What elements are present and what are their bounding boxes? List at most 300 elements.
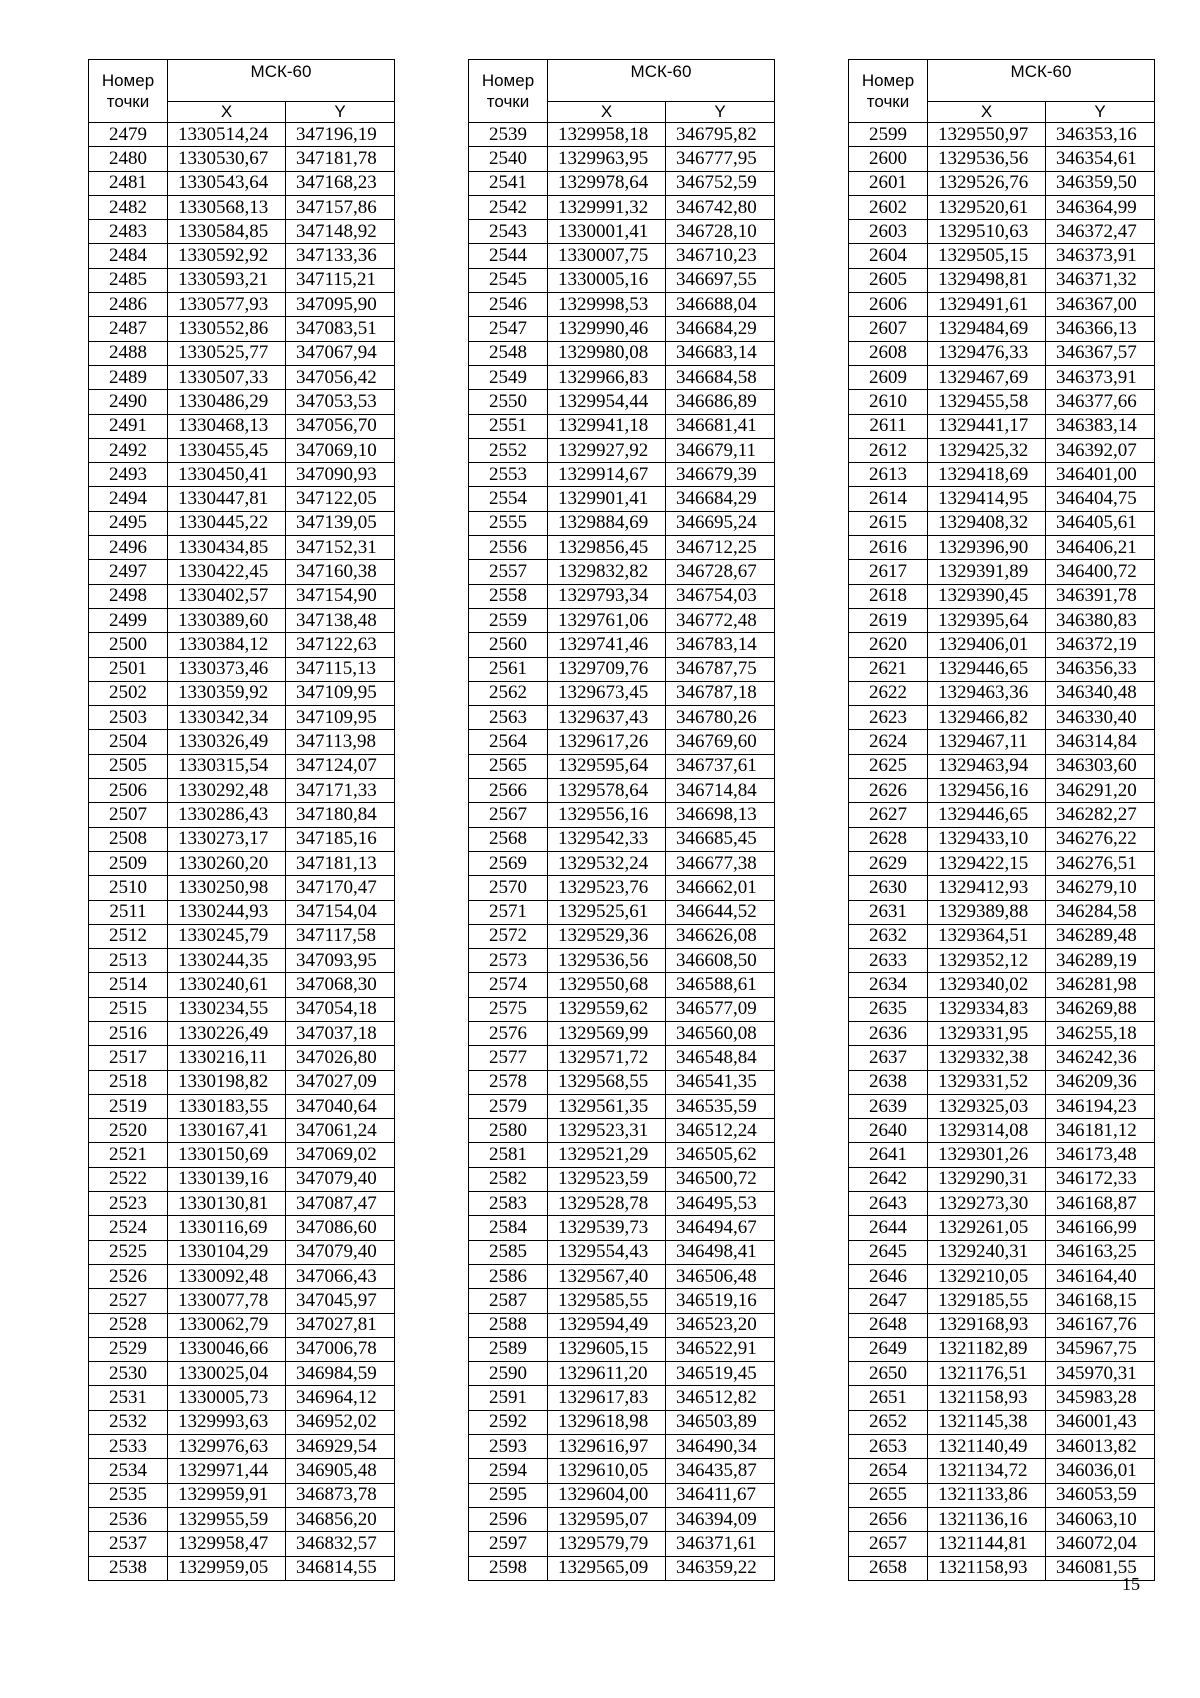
y-coordinate: 347056,70 — [286, 414, 395, 438]
y-coordinate: 346173,48 — [1046, 1143, 1155, 1167]
x-coordinate: 1329901,41 — [548, 487, 666, 511]
point-number: 2634 — [849, 973, 928, 997]
y-coordinate: 346684,29 — [666, 317, 775, 341]
point-number: 2508 — [89, 827, 168, 851]
x-coordinate: 1330455,45 — [168, 438, 286, 462]
table-row — [89, 244, 395, 268]
table-row — [469, 876, 775, 900]
y-coordinate: 346626,08 — [666, 924, 775, 948]
x-coordinate: 1330584,85 — [168, 220, 286, 244]
x-column-header: X — [928, 102, 1046, 123]
x-coordinate: 1330552,86 — [168, 317, 286, 341]
point-number: 2640 — [849, 1119, 928, 1143]
x-coordinate: 1330315,54 — [168, 754, 286, 778]
point-number: 2531 — [89, 1386, 168, 1410]
x-coordinate: 1330046,66 — [168, 1337, 286, 1361]
y-coordinate: 346787,75 — [666, 657, 775, 681]
table-row — [849, 1240, 1155, 1264]
table-row — [849, 365, 1155, 389]
x-coordinate: 1330450,41 — [168, 463, 286, 487]
y-coordinate: 347180,84 — [286, 803, 395, 827]
x-coordinate: 1329528,78 — [548, 1192, 666, 1216]
coordinate-table-1 — [88, 59, 395, 1581]
y-coordinate: 345967,75 — [1046, 1337, 1155, 1361]
x-coordinate: 1329396,90 — [928, 536, 1046, 560]
x-coordinate: 1330226,49 — [168, 1021, 286, 1045]
point-number: 2543 — [469, 220, 548, 244]
point-number: 2613 — [849, 463, 928, 487]
table-row — [89, 1070, 395, 1094]
y-coordinate: 346644,52 — [666, 900, 775, 924]
y-coordinate: 346400,72 — [1046, 560, 1155, 584]
point-number: 2528 — [89, 1313, 168, 1337]
y-coordinate: 346282,27 — [1046, 803, 1155, 827]
y-coordinate: 346359,50 — [1046, 171, 1155, 195]
x-coordinate: 1329334,83 — [928, 997, 1046, 1021]
table-row — [469, 1362, 775, 1386]
y-coordinate: 347117,58 — [286, 924, 395, 948]
table-row — [849, 1362, 1155, 1386]
point-number: 2633 — [849, 949, 928, 973]
point-number: 2553 — [469, 463, 548, 487]
table-row — [89, 584, 395, 608]
point-number: 2622 — [849, 681, 928, 705]
table-row — [469, 1240, 775, 1264]
table-row — [469, 1216, 775, 1240]
table-row — [849, 195, 1155, 219]
point-number: 2629 — [849, 851, 928, 875]
table-row — [469, 1143, 775, 1167]
point-number: 2520 — [89, 1119, 168, 1143]
x-coordinate: 1330250,98 — [168, 876, 286, 900]
point-number: 2586 — [469, 1264, 548, 1288]
point-number: 2615 — [849, 511, 928, 535]
table-row — [849, 851, 1155, 875]
point-number: 2492 — [89, 438, 168, 462]
x-coordinate: 1330434,85 — [168, 536, 286, 560]
y-coordinate: 346728,10 — [666, 220, 775, 244]
y-coordinate: 346684,58 — [666, 365, 775, 389]
table-row — [469, 754, 775, 778]
point-number: 2494 — [89, 487, 168, 511]
y-coordinate: 346291,20 — [1046, 779, 1155, 803]
table-row — [469, 1119, 775, 1143]
table-row — [89, 681, 395, 705]
x-coordinate: 1329595,07 — [548, 1507, 666, 1531]
x-coordinate: 1329616,97 — [548, 1435, 666, 1459]
y-coordinate: 346728,67 — [666, 560, 775, 584]
table-row — [469, 438, 775, 462]
table-row — [849, 1167, 1155, 1191]
y-coordinate: 346688,04 — [666, 293, 775, 317]
y-coordinate: 346081,55 — [1046, 1556, 1155, 1580]
y-coordinate: 346284,58 — [1046, 900, 1155, 924]
point-number: 2596 — [469, 1507, 548, 1531]
y-coordinate: 346168,15 — [1046, 1289, 1155, 1313]
point-number: 2632 — [849, 924, 928, 948]
table-row — [849, 1070, 1155, 1094]
point-number: 2652 — [849, 1410, 928, 1434]
y-coordinate: 346255,18 — [1046, 1021, 1155, 1045]
point-number: 2625 — [849, 754, 928, 778]
table-row — [469, 900, 775, 924]
point-number: 2499 — [89, 608, 168, 632]
table-row — [89, 1362, 395, 1386]
x-coordinate: 1329476,33 — [928, 341, 1046, 365]
y-coordinate: 346168,87 — [1046, 1192, 1155, 1216]
point-number: 2637 — [849, 1046, 928, 1070]
table-row — [849, 1556, 1155, 1580]
table-row — [469, 1459, 775, 1483]
x-coordinate: 1329325,03 — [928, 1094, 1046, 1118]
point-number-header: Номер точки — [849, 60, 928, 123]
point-number: 2513 — [89, 949, 168, 973]
point-number: 2484 — [89, 244, 168, 268]
x-coordinate: 1329536,56 — [548, 949, 666, 973]
x-coordinate: 1329569,99 — [548, 1021, 666, 1045]
table-row — [849, 1337, 1155, 1361]
table-row — [849, 1483, 1155, 1507]
y-coordinate: 346036,01 — [1046, 1459, 1155, 1483]
x-coordinate: 1329314,08 — [928, 1119, 1046, 1143]
point-number: 2582 — [469, 1167, 548, 1191]
table-row — [89, 851, 395, 875]
x-coordinate: 1329521,29 — [548, 1143, 666, 1167]
y-coordinate: 346677,38 — [666, 851, 775, 875]
y-coordinate: 346679,39 — [666, 463, 775, 487]
x-coordinate: 1329618,98 — [548, 1410, 666, 1434]
x-coordinate: 1329536,56 — [928, 147, 1046, 171]
x-coordinate: 1329539,73 — [548, 1216, 666, 1240]
y-coordinate: 346503,89 — [666, 1410, 775, 1434]
x-coordinate: 1329332,38 — [928, 1046, 1046, 1070]
x-coordinate: 1329456,16 — [928, 779, 1046, 803]
table-row — [849, 876, 1155, 900]
x-coordinate: 1329594,49 — [548, 1313, 666, 1337]
x-coordinate: 1329433,10 — [928, 827, 1046, 851]
x-coordinate: 1329637,43 — [548, 706, 666, 730]
x-coordinate: 1330273,17 — [168, 827, 286, 851]
x-coordinate: 1329991,32 — [548, 195, 666, 219]
point-number: 2567 — [469, 803, 548, 827]
point-number: 2535 — [89, 1483, 168, 1507]
y-coordinate: 347040,64 — [286, 1094, 395, 1118]
point-number: 2545 — [469, 268, 548, 292]
point-number: 2601 — [849, 171, 928, 195]
point-number: 2554 — [469, 487, 548, 511]
y-coordinate: 347026,80 — [286, 1046, 395, 1070]
table-row — [89, 803, 395, 827]
x-coordinate: 1330139,16 — [168, 1167, 286, 1191]
table-row — [849, 560, 1155, 584]
y-coordinate: 346519,16 — [666, 1289, 775, 1313]
table-row — [89, 487, 395, 511]
table-row — [89, 754, 395, 778]
y-column-header: Y — [1046, 102, 1155, 123]
point-number: 2569 — [469, 851, 548, 875]
y-coordinate: 346435,87 — [666, 1459, 775, 1483]
table-row — [89, 147, 395, 171]
y-coordinate: 346276,51 — [1046, 851, 1155, 875]
x-coordinate: 1330216,11 — [168, 1046, 286, 1070]
point-number: 2496 — [89, 536, 168, 560]
point-number: 2614 — [849, 487, 928, 511]
x-coordinate: 1329390,45 — [928, 584, 1046, 608]
x-coordinate: 1330005,73 — [168, 1386, 286, 1410]
y-coordinate: 346373,91 — [1046, 244, 1155, 268]
point-number: 2489 — [89, 365, 168, 389]
point-number: 2527 — [89, 1289, 168, 1313]
table-row — [89, 1289, 395, 1313]
table-row — [89, 1435, 395, 1459]
y-coordinate: 347053,53 — [286, 390, 395, 414]
x-coordinate: 1330468,13 — [168, 414, 286, 438]
table-row — [469, 317, 775, 341]
x-coordinate: 1329980,08 — [548, 341, 666, 365]
x-coordinate: 1329709,76 — [548, 657, 666, 681]
table-row — [469, 1070, 775, 1094]
point-number: 2534 — [89, 1459, 168, 1483]
point-number: 2657 — [849, 1532, 928, 1556]
point-number: 2556 — [469, 536, 548, 560]
x-coordinate: 1329561,35 — [548, 1094, 666, 1118]
point-number: 2523 — [89, 1192, 168, 1216]
y-coordinate: 346737,61 — [666, 754, 775, 778]
x-coordinate: 1330486,29 — [168, 390, 286, 414]
table-row — [849, 949, 1155, 973]
y-coordinate: 346685,45 — [666, 827, 775, 851]
x-coordinate: 1330359,92 — [168, 681, 286, 705]
x-coordinate: 1329673,45 — [548, 681, 666, 705]
point-number: 2603 — [849, 220, 928, 244]
y-coordinate: 346166,99 — [1046, 1216, 1155, 1240]
table-row — [469, 487, 775, 511]
x-coordinate: 1329467,11 — [928, 730, 1046, 754]
y-coordinate: 346209,36 — [1046, 1070, 1155, 1094]
point-number: 2521 — [89, 1143, 168, 1167]
table-row — [849, 487, 1155, 511]
x-coordinate: 1321144,81 — [928, 1532, 1046, 1556]
x-coordinate: 1330150,69 — [168, 1143, 286, 1167]
y-coordinate: 347124,07 — [286, 754, 395, 778]
point-number: 2493 — [89, 463, 168, 487]
point-number: 2605 — [849, 268, 928, 292]
y-coordinate: 346698,13 — [666, 803, 775, 827]
y-coordinate: 346577,09 — [666, 997, 775, 1021]
point-number: 2529 — [89, 1337, 168, 1361]
table-row — [89, 1046, 395, 1070]
point-number: 2594 — [469, 1459, 548, 1483]
point-number: 2481 — [89, 171, 168, 195]
x-coordinate: 1329463,94 — [928, 754, 1046, 778]
point-number: 2551 — [469, 414, 548, 438]
table-row — [469, 390, 775, 414]
y-coordinate: 346683,14 — [666, 341, 775, 365]
table-row — [849, 536, 1155, 560]
y-coordinate: 346330,40 — [1046, 706, 1155, 730]
table-row — [89, 1313, 395, 1337]
point-number: 2488 — [89, 341, 168, 365]
table-row — [469, 657, 775, 681]
x-coordinate: 1329550,68 — [548, 973, 666, 997]
x-coordinate: 1329568,55 — [548, 1070, 666, 1094]
x-coordinate: 1329412,93 — [928, 876, 1046, 900]
point-number: 2510 — [89, 876, 168, 900]
point-number: 2619 — [849, 608, 928, 632]
y-coordinate: 347079,40 — [286, 1167, 395, 1191]
x-coordinate: 1329567,40 — [548, 1264, 666, 1288]
x-coordinate: 1329611,20 — [548, 1362, 666, 1386]
x-coordinate: 1330447,81 — [168, 487, 286, 511]
point-number: 2524 — [89, 1216, 168, 1240]
point-number: 2548 — [469, 341, 548, 365]
x-coordinate: 1329389,88 — [928, 900, 1046, 924]
y-coordinate: 347095,90 — [286, 293, 395, 317]
table-row — [849, 900, 1155, 924]
y-coordinate: 346710,23 — [666, 244, 775, 268]
point-number: 2641 — [849, 1143, 928, 1167]
point-number: 2546 — [469, 293, 548, 317]
y-coordinate: 346164,40 — [1046, 1264, 1155, 1288]
point-number: 2604 — [849, 244, 928, 268]
point-number: 2593 — [469, 1435, 548, 1459]
table-row — [849, 1410, 1155, 1434]
table-row — [89, 706, 395, 730]
x-coordinate: 1329610,05 — [548, 1459, 666, 1483]
point-number: 2653 — [849, 1435, 928, 1459]
y-coordinate: 346984,59 — [286, 1362, 395, 1386]
y-coordinate: 346754,03 — [666, 584, 775, 608]
table-row — [89, 414, 395, 438]
y-coordinate: 346832,57 — [286, 1532, 395, 1556]
y-coordinate: 346364,99 — [1046, 195, 1155, 219]
table-row — [89, 1167, 395, 1191]
y-coordinate: 346373,91 — [1046, 365, 1155, 389]
y-coordinate: 346588,61 — [666, 973, 775, 997]
point-number: 2655 — [849, 1483, 928, 1507]
point-number: 2591 — [469, 1386, 548, 1410]
y-coordinate: 346952,02 — [286, 1410, 395, 1434]
table-row — [469, 584, 775, 608]
x-coordinate: 1329529,36 — [548, 924, 666, 948]
table-row — [849, 827, 1155, 851]
y-coordinate: 346371,61 — [666, 1532, 775, 1556]
y-coordinate: 346506,48 — [666, 1264, 775, 1288]
y-coordinate: 346560,08 — [666, 1021, 775, 1045]
point-number: 2595 — [469, 1483, 548, 1507]
y-coordinate: 346684,29 — [666, 487, 775, 511]
table-row — [469, 730, 775, 754]
point-number: 2560 — [469, 633, 548, 657]
point-number: 2540 — [469, 147, 548, 171]
table-row — [469, 511, 775, 535]
point-number: 2557 — [469, 560, 548, 584]
x-coordinate: 1329455,58 — [928, 390, 1046, 414]
y-coordinate: 346929,54 — [286, 1435, 395, 1459]
y-coordinate: 346194,23 — [1046, 1094, 1155, 1118]
y-coordinate: 346608,50 — [666, 949, 775, 973]
y-column-header: Y — [286, 102, 395, 123]
y-coordinate: 346276,22 — [1046, 827, 1155, 851]
y-coordinate: 346742,80 — [666, 195, 775, 219]
table-row — [469, 1507, 775, 1531]
point-number: 2628 — [849, 827, 928, 851]
point-number: 2647 — [849, 1289, 928, 1313]
x-coordinate: 1330592,92 — [168, 244, 286, 268]
x-coordinate: 1329585,55 — [548, 1289, 666, 1313]
table-row — [89, 949, 395, 973]
x-coordinate: 1329290,31 — [928, 1167, 1046, 1191]
table-row — [849, 147, 1155, 171]
y-coordinate: 347027,09 — [286, 1070, 395, 1094]
point-number: 2654 — [849, 1459, 928, 1483]
table-row — [849, 293, 1155, 317]
y-coordinate: 346777,95 — [666, 147, 775, 171]
y-coordinate: 347109,95 — [286, 706, 395, 730]
table-row — [89, 293, 395, 317]
point-number: 2561 — [469, 657, 548, 681]
point-number: 2517 — [89, 1046, 168, 1070]
x-coordinate: 1330389,60 — [168, 608, 286, 632]
point-number: 2581 — [469, 1143, 548, 1167]
y-coordinate: 347006,78 — [286, 1337, 395, 1361]
crs-header: МСК-60 — [168, 60, 395, 102]
table-row — [89, 1459, 395, 1483]
y-column-header: Y — [666, 102, 775, 123]
y-coordinate: 347113,98 — [286, 730, 395, 754]
y-coordinate: 346172,33 — [1046, 1167, 1155, 1191]
point-number: 2580 — [469, 1119, 548, 1143]
y-coordinate: 347093,95 — [286, 949, 395, 973]
point-number: 2538 — [89, 1556, 168, 1580]
point-number: 2566 — [469, 779, 548, 803]
x-coordinate: 1330402,57 — [168, 584, 286, 608]
table-row — [89, 341, 395, 365]
y-coordinate: 346269,88 — [1046, 997, 1155, 1021]
x-coordinate: 1329523,76 — [548, 876, 666, 900]
point-number: 2559 — [469, 608, 548, 632]
y-coordinate: 347152,31 — [286, 536, 395, 560]
x-coordinate: 1330507,33 — [168, 365, 286, 389]
x-coordinate: 1330593,21 — [168, 268, 286, 292]
y-coordinate: 346394,09 — [666, 1507, 775, 1531]
table-row — [469, 536, 775, 560]
x-coordinate: 1330384,12 — [168, 633, 286, 657]
point-number: 2532 — [89, 1410, 168, 1434]
point-number: 2502 — [89, 681, 168, 705]
point-number: 2583 — [469, 1192, 548, 1216]
x-coordinate: 1330007,75 — [548, 244, 666, 268]
y-coordinate: 346353,16 — [1046, 123, 1155, 147]
y-coordinate: 347181,13 — [286, 851, 395, 875]
point-number: 2501 — [89, 657, 168, 681]
crs-header: МСК-60 — [548, 60, 775, 102]
point-number: 2584 — [469, 1216, 548, 1240]
point-number: 2507 — [89, 803, 168, 827]
x-coordinate: 1330001,41 — [548, 220, 666, 244]
point-number: 2537 — [89, 1532, 168, 1556]
x-coordinate: 1330104,29 — [168, 1240, 286, 1264]
point-number: 2610 — [849, 390, 928, 414]
point-number: 2550 — [469, 390, 548, 414]
y-coordinate: 347079,40 — [286, 1240, 395, 1264]
x-coordinate: 1329959,05 — [168, 1556, 286, 1580]
y-coordinate: 346695,24 — [666, 511, 775, 535]
y-coordinate: 346752,59 — [666, 171, 775, 195]
table-row — [469, 1046, 775, 1070]
x-coordinate: 1329617,83 — [548, 1386, 666, 1410]
y-coordinate: 347168,23 — [286, 171, 395, 195]
